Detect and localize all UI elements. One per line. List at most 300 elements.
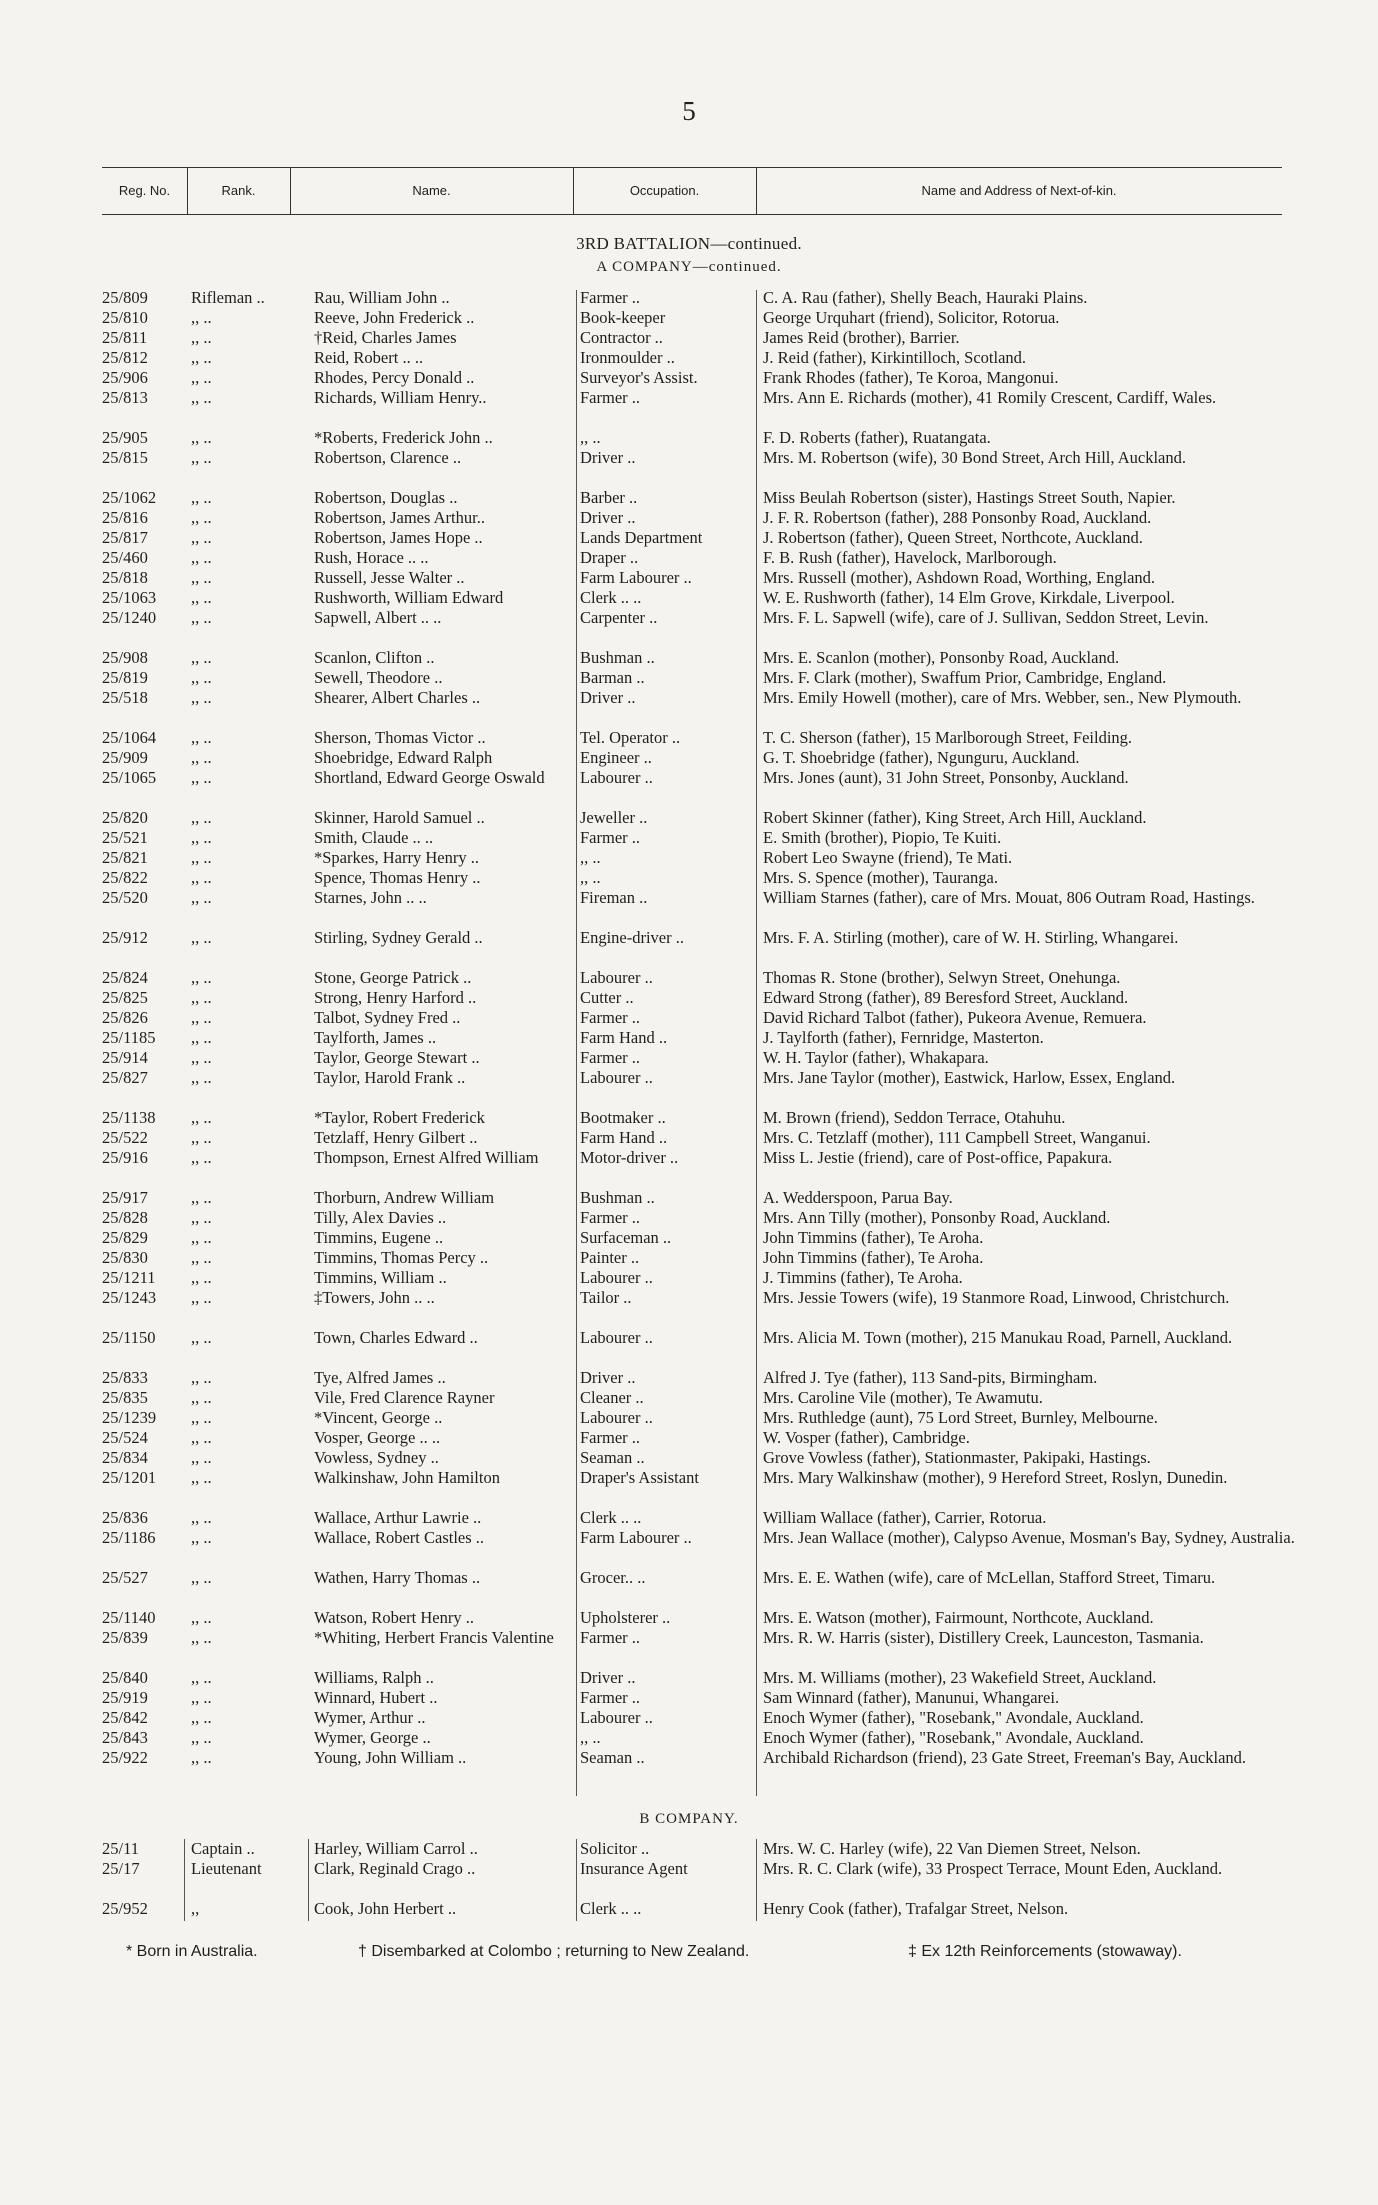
cell-rank: ,, .. (191, 428, 212, 447)
cell-reg-no: 25/1211 (102, 1268, 156, 1287)
cell-rank: ,, .. (191, 1608, 212, 1627)
cell-occupation: Cleaner .. (580, 1388, 644, 1407)
cell-next-of-kin: Mrs. Ruthledge (aunt), 75 Lord Street, Burnley, Melbourne. (763, 1408, 1158, 1427)
cell-reg-no: 25/835 (102, 1388, 148, 1407)
cell-occupation: Farmer .. (580, 1008, 641, 1027)
cell-occupation: Lands Department (580, 528, 703, 547)
cell-occupation: Farm Labourer .. (580, 1528, 692, 1547)
cell-rank: Captain .. (191, 1839, 255, 1858)
table-row (0, 568, 1378, 588)
cell-next-of-kin: Mrs. Ann E. Richards (mother), 41 Romily Crescent, Cardiff, Wales. (763, 388, 1217, 407)
cell-rank: ,, .. (191, 608, 212, 627)
cell-name: Watson, Robert Henry .. (314, 1608, 474, 1627)
cell-next-of-kin: Mrs. C. Tetzlaff (mother), 111 Campbell Street, Wanganui. (763, 1128, 1151, 1147)
cell-occupation: Driver .. (580, 1368, 636, 1387)
table-row (0, 1128, 1378, 1148)
cell-reg-no: 25/1201 (102, 1468, 157, 1487)
cell-name: Walkinshaw, John Hamilton (314, 1468, 500, 1487)
cell-next-of-kin: Mrs. S. Spence (mother), Tauranga. (763, 868, 998, 887)
cell-rank: ,, .. (191, 1668, 212, 1687)
cell-next-of-kin: Enoch Wymer (father), "Rosebank," Avondale, Auckland. (763, 1728, 1144, 1747)
table-row (0, 368, 1378, 388)
cell-name: Robertson, James Hope .. (314, 528, 483, 547)
cell-occupation: Labourer .. (580, 1068, 653, 1087)
cell-occupation: Contractor .. (580, 328, 663, 347)
cell-reg-no: 25/816 (102, 508, 148, 527)
cell-name: Tetzlaff, Henry Gilbert .. (314, 1128, 478, 1147)
cell-reg-no: 25/812 (102, 348, 148, 367)
cell-occupation: Labourer .. (580, 968, 653, 987)
cell-rank: ,, .. (191, 1148, 212, 1167)
cell-occupation: Book-keeper (580, 308, 666, 327)
cell-occupation: Clerk .. .. (580, 1508, 642, 1527)
cell-name: Shoebridge, Edward Ralph (314, 748, 493, 767)
cell-name: Sewell, Theodore .. (314, 668, 443, 687)
cell-rank: ,, .. (191, 1708, 212, 1727)
cell-reg-no: 25/1065 (102, 768, 157, 787)
cell-name: Winnard, Hubert .. (314, 1688, 438, 1707)
cell-name: *Vincent, George .. (314, 1408, 443, 1427)
cell-occupation: Fireman .. (580, 888, 648, 907)
cell-name: Wallace, Robert Castles .. (314, 1528, 485, 1547)
cell-reg-no: 25/1185 (102, 1028, 156, 1047)
cell-occupation: Farm Labourer .. (580, 568, 692, 587)
table-row (0, 828, 1378, 848)
cell-reg-no: 25/834 (102, 1448, 148, 1467)
cell-reg-no: 25/811 (102, 328, 148, 347)
cell-occupation: Seaman .. (580, 1448, 645, 1467)
cell-next-of-kin: William Wallace (father), Carrier, Rotorua. (763, 1508, 1047, 1527)
cell-next-of-kin: Mrs. E. E. Wathen (wife), care of McLellan, Stafford Street, Timaru. (763, 1568, 1216, 1587)
cell-occupation: ,, .. (580, 868, 601, 887)
cell-rank: ,, .. (191, 808, 212, 827)
cell-name: Wathen, Harry Thomas .. (314, 1568, 481, 1587)
cell-next-of-kin: W. Vosper (father), Cambridge. (763, 1428, 970, 1447)
cell-name: Town, Charles Edward .. (314, 1328, 478, 1347)
cell-occupation: ,, .. (580, 428, 601, 447)
cell-reg-no: 25/520 (102, 888, 148, 907)
cell-name: Timmins, William .. (314, 1268, 447, 1287)
cell-rank: ,, .. (191, 508, 212, 527)
cell-rank: ,, .. (191, 1408, 212, 1427)
page-number: 5 (682, 96, 696, 126)
cell-next-of-kin: C. A. Rau (father), Shelly Beach, Hauraki Plains. (763, 288, 1088, 307)
table-row (0, 1528, 1378, 1568)
table-row (0, 1568, 1378, 1608)
cell-name: Thorburn, Andrew William (314, 1188, 495, 1207)
cell-occupation: Labourer .. (580, 1708, 653, 1727)
cell-rank: ,, .. (191, 1268, 212, 1287)
cell-rank: ,, .. (191, 748, 212, 767)
cell-rank: ,, .. (191, 1248, 212, 1267)
cell-occupation: Farmer .. (580, 1688, 641, 1707)
table-row (0, 808, 1378, 828)
cell-rank: ,, .. (191, 1508, 212, 1527)
cell-next-of-kin: W. E. Rushworth (father), 14 Elm Grove, Kirkdale, Liverpool. (763, 588, 1175, 607)
cell-reg-no: 25/813 (102, 388, 148, 407)
cell-next-of-kin: Mrs. Jones (aunt), 31 John Street, Ponsonby, Auckland. (763, 768, 1129, 787)
cell-name: Robertson, Douglas .. (314, 488, 458, 507)
cell-reg-no: 25/825 (102, 988, 148, 1007)
cell-occupation: Farm Hand .. (580, 1128, 668, 1147)
cell-next-of-kin: Thomas R. Stone (brother), Selwyn Street, Onehunga. (763, 968, 1121, 987)
table-row (0, 548, 1378, 568)
cell-next-of-kin: Mrs. Jean Wallace (mother), Calypso Avenue, Mosman's Bay, Sydney, Australia. (763, 1528, 1295, 1547)
table-row (0, 1748, 1378, 1788)
cell-occupation: Seaman .. (580, 1748, 645, 1767)
cell-reg-no: 25/819 (102, 668, 148, 687)
cell-name: Smith, Claude .. .. (314, 828, 434, 847)
cell-next-of-kin: Mrs. F. A. Stirling (mother), care of W. H. Stirling, Whangarei. (763, 928, 1179, 947)
cell-next-of-kin: George Urquhart (friend), Solicitor, Rotorua. (763, 308, 1060, 327)
cell-next-of-kin: Mrs. M. Robertson (wife), 30 Bond Street, Arch Hill, Auckland. (763, 448, 1186, 467)
table-row (0, 328, 1378, 348)
table-row (0, 888, 1378, 928)
table-row (0, 928, 1378, 968)
cell-occupation: Cutter .. (580, 988, 634, 1007)
cell-name: Wallace, Arthur Lawrie .. (314, 1508, 482, 1527)
table-row (0, 1668, 1378, 1688)
footnote-disembarked: † Disembarked at Colombo ; returning to New Zealand. (358, 1943, 750, 1960)
cell-reg-no: 25/1140 (102, 1608, 156, 1627)
cell-occupation: Labourer .. (580, 1268, 653, 1287)
cell-rank: ,, .. (191, 648, 212, 667)
cell-occupation: Clerk .. .. (580, 588, 642, 607)
cell-name: Taylor, Harold Frank .. (314, 1068, 466, 1087)
cell-reg-no: 25/1138 (102, 1108, 156, 1127)
cell-name: Clark, Reginald Crago .. (314, 1859, 476, 1878)
cell-next-of-kin: Mrs. Caroline Vile (mother), Te Awamutu. (763, 1388, 1043, 1407)
cell-occupation: Driver .. (580, 448, 636, 467)
cell-next-of-kin: J. F. R. Robertson (father), 288 Ponsonby Road, Auckland. (763, 508, 1152, 527)
cell-next-of-kin: J. Taylforth (father), Fernridge, Masterton. (763, 1028, 1044, 1047)
cell-rank: ,, .. (191, 1128, 212, 1147)
cell-reg-no: 25/952 (102, 1899, 148, 1918)
cell-rank: ,, .. (191, 888, 212, 907)
cell-rank: ,, .. (191, 1388, 212, 1407)
cell-occupation: Draper .. (580, 548, 639, 567)
cell-occupation: Jeweller .. (580, 808, 648, 827)
cell-name: Sapwell, Albert .. .. (314, 608, 442, 627)
cell-occupation: Bootmaker .. (580, 1108, 666, 1127)
cell-next-of-kin: Henry Cook (father), Trafalgar Street, Nelson. (763, 1899, 1069, 1918)
cell-reg-no: 25/11 (102, 1839, 139, 1858)
cell-reg-no: 25/817 (102, 528, 148, 547)
cell-rank: Lieutenant (191, 1859, 262, 1878)
cell-reg-no: 25/1150 (102, 1328, 156, 1347)
cell-name: Sherson, Thomas Victor .. (314, 728, 486, 747)
cell-next-of-kin: G. T. Shoebridge (father), Ngunguru, Auckland. (763, 748, 1080, 767)
cell-reg-no: 25/521 (102, 828, 148, 847)
cell-occupation: Labourer .. (580, 1328, 653, 1347)
cell-occupation: ,, .. (580, 1728, 601, 1747)
cell-occupation: Farmer .. (580, 1628, 641, 1647)
cell-occupation: Tel. Operator .. (580, 728, 681, 747)
table-row (0, 1859, 1378, 1899)
cell-next-of-kin: F. D. Roberts (father), Ruatangata. (763, 428, 991, 447)
table-row (0, 1208, 1378, 1228)
cell-next-of-kin: Mrs. Ann Tilly (mother), Ponsonby Road, Auckland. (763, 1208, 1111, 1227)
cell-rank: ,, .. (191, 1428, 212, 1447)
cell-next-of-kin: Mrs. F. Clark (mother), Swaffum Prior, Cambridge, England. (763, 668, 1167, 687)
cell-occupation: Driver .. (580, 508, 636, 527)
cell-next-of-kin: M. Brown (friend), Seddon Terrace, Otahuhu. (763, 1108, 1066, 1127)
cell-rank: ,, .. (191, 1688, 212, 1707)
cell-next-of-kin: Frank Rhodes (father), Te Koroa, Mangonui. (763, 368, 1059, 387)
table-row (0, 1708, 1378, 1728)
cell-next-of-kin: Edward Strong (father), 89 Beresford Street, Auckland. (763, 988, 1129, 1007)
cell-rank: ,, .. (191, 1008, 212, 1027)
cell-rank: ,, .. (191, 1468, 212, 1487)
footnotes (126, 1943, 1266, 1965)
cell-name: Stone, George Patrick .. (314, 968, 472, 987)
cell-reg-no: 25/1062 (102, 488, 157, 507)
cell-occupation: Farmer .. (580, 288, 641, 307)
cell-name: Strong, Henry Harford .. (314, 988, 477, 1007)
cell-next-of-kin: Mrs. M. Williams (mother), 23 Wakefield Street, Auckland. (763, 1668, 1157, 1687)
table-row (0, 728, 1378, 748)
table-row (0, 1839, 1378, 1859)
cell-reg-no: 25/820 (102, 808, 148, 827)
company-b-table (0, 1839, 1378, 1919)
cell-next-of-kin: F. B. Rush (father), Havelock, Marlborough. (763, 548, 1057, 567)
table-row (0, 1248, 1378, 1268)
cell-rank: ,, .. (191, 308, 212, 327)
cell-reg-no: 25/833 (102, 1368, 148, 1387)
cell-reg-no: 25/906 (102, 368, 148, 387)
cell-rank: ,, .. (191, 1028, 212, 1047)
table-row (0, 968, 1378, 988)
cell-occupation: Farmer .. (580, 828, 641, 847)
table-row (0, 1108, 1378, 1128)
cell-occupation: Surfaceman .. (580, 1228, 672, 1247)
cell-rank: ,, .. (191, 668, 212, 687)
cell-rank: ,, .. (191, 928, 212, 947)
cell-reg-no: 25/829 (102, 1228, 148, 1247)
cell-rank: ,, .. (191, 1228, 212, 1247)
cell-next-of-kin: E. Smith (brother), Piopio, Te Kuiti. (763, 828, 1002, 847)
table-row (0, 748, 1378, 768)
cell-occupation: Carpenter .. (580, 608, 658, 627)
cell-name: Timmins, Eugene .. (314, 1228, 444, 1247)
table-row (0, 1068, 1378, 1108)
cell-name: *Whiting, Herbert Francis Valentine (314, 1628, 554, 1647)
table-row (0, 688, 1378, 728)
cell-occupation: Motor-driver .. (580, 1148, 679, 1167)
cell-rank: ,, .. (191, 1328, 212, 1347)
cell-next-of-kin: A. Wedderspoon, Parua Bay. (763, 1188, 953, 1207)
cell-name: Rau, William John .. (314, 288, 450, 307)
table-row (0, 1468, 1378, 1508)
cell-name: Russell, Jesse Walter .. (314, 568, 465, 587)
cell-next-of-kin: J. Timmins (father), Te Aroha. (763, 1268, 963, 1287)
cell-rank: ,, .. (191, 848, 212, 867)
cell-occupation: Barman .. (580, 668, 645, 687)
cell-name: Young, John William .. (314, 1748, 467, 1767)
cell-next-of-kin: Mrs. Mary Walkinshaw (mother), 9 Hereford Street, Roslyn, Dunedin. (763, 1468, 1228, 1487)
cell-name: Shearer, Albert Charles .. (314, 688, 481, 707)
table-row (0, 528, 1378, 548)
table-row (0, 988, 1378, 1008)
cell-next-of-kin: J. Reid (father), Kirkintilloch, Scotland. (763, 348, 1027, 367)
cell-rank: ,, .. (191, 1728, 212, 1747)
cell-reg-no: 25/815 (102, 448, 148, 467)
cell-rank: ,, .. (191, 1748, 212, 1767)
cell-occupation: Engine-driver .. (580, 928, 685, 947)
cell-reg-no: 25/1239 (102, 1408, 157, 1427)
header-occupation: Occupation. (573, 168, 757, 214)
table-row (0, 428, 1378, 448)
table-row (0, 448, 1378, 488)
cell-next-of-kin: James Reid (brother), Barrier. (763, 328, 960, 347)
cell-name: *Taylor, Robert Frederick (314, 1108, 485, 1127)
table-row (0, 608, 1378, 648)
cell-rank: ,, .. (191, 1448, 212, 1467)
cell-next-of-kin: Archibald Richardson (friend), 23 Gate Street, Freeman's Bay, Auckland. (763, 1748, 1247, 1767)
table-row (0, 1288, 1378, 1328)
cell-name: Robertson, James Arthur.. (314, 508, 485, 527)
cell-rank: ,, .. (191, 528, 212, 547)
cell-next-of-kin: Miss L. Jestie (friend), care of Post-office, Papakura. (763, 1148, 1113, 1167)
cell-reg-no: 25/1064 (102, 728, 157, 747)
table-row (0, 308, 1378, 328)
cell-reg-no: 25/843 (102, 1728, 148, 1747)
table-row (0, 488, 1378, 508)
cell-next-of-kin: J. Robertson (father), Queen Street, Northcote, Auckland. (763, 528, 1143, 547)
cell-name: Starnes, John .. .. (314, 888, 427, 907)
cell-next-of-kin: William Starnes (father), care of Mrs. Mouat, 806 Outram Road, Hastings. (763, 888, 1255, 907)
cell-occupation: Barber .. (580, 488, 638, 507)
cell-rank: ,, .. (191, 568, 212, 587)
table-row (0, 508, 1378, 528)
battalion-title: 3RD BATTALION—continued. (576, 234, 802, 253)
table-row (0, 1428, 1378, 1448)
cell-reg-no: 25/908 (102, 648, 148, 667)
table-row (0, 1508, 1378, 1528)
table-row (0, 1028, 1378, 1048)
cell-name: Talbot, Sydney Fred .. (314, 1008, 461, 1027)
cell-next-of-kin: Mrs. Alicia M. Town (mother), 215 Manukau Road, Parnell, Auckland. (763, 1328, 1233, 1347)
table-row (0, 1408, 1378, 1428)
cell-occupation: Solicitor .. (580, 1839, 650, 1858)
cell-occupation: Ironmoulder .. (580, 348, 675, 367)
cell-next-of-kin: John Timmins (father), Te Aroha. (763, 1228, 984, 1247)
cell-occupation: Tailor .. (580, 1288, 632, 1307)
cell-name: Skinner, Harold Samuel .. (314, 808, 485, 827)
header-rank: Rank. (187, 168, 291, 214)
cell-rank: ,, .. (191, 1068, 212, 1087)
cell-next-of-kin: David Richard Talbot (father), Pukeora Avenue, Remuera. (763, 1008, 1147, 1027)
cell-rank: ,, .. (191, 1048, 212, 1067)
cell-name: Harley, William Carrol .. (314, 1839, 478, 1858)
cell-reg-no: 25/824 (102, 968, 148, 987)
table-row (0, 1188, 1378, 1208)
table-row (0, 1899, 1378, 1919)
cell-name: Shortland, Edward George Oswald (314, 768, 545, 787)
cell-name: Scanlon, Clifton .. (314, 648, 435, 667)
table-row (0, 1048, 1378, 1068)
cell-occupation: Farm Hand .. (580, 1028, 668, 1047)
cell-next-of-kin: W. H. Taylor (father), Whakapara. (763, 1048, 989, 1067)
cell-next-of-kin: Robert Skinner (father), King Street, Arch Hill, Auckland. (763, 808, 1147, 827)
cell-name: Tye, Alfred James .. (314, 1368, 446, 1387)
cell-occupation: Farmer .. (580, 1428, 641, 1447)
cell-reg-no: 25/839 (102, 1628, 148, 1647)
table-row (0, 1448, 1378, 1468)
cell-occupation: Bushman .. (580, 648, 655, 667)
cell-name: Cook, John Herbert .. (314, 1899, 457, 1918)
table-row (0, 768, 1378, 808)
cell-name: Rhodes, Percy Donald .. (314, 368, 475, 387)
cell-name: Rush, Horace .. .. (314, 548, 429, 567)
cell-name: Wymer, Arthur .. (314, 1708, 426, 1727)
cell-name: Taylor, George Stewart .. (314, 1048, 480, 1067)
cell-rank: ,, .. (191, 688, 212, 707)
cell-rank: ,, .. (191, 1568, 212, 1587)
cell-name: Vosper, George .. .. (314, 1428, 441, 1447)
cell-rank: ,, .. (191, 828, 212, 847)
cell-rank: ,, .. (191, 328, 212, 347)
cell-next-of-kin: Robert Leo Swayne (friend), Te Mati. (763, 848, 1013, 867)
cell-reg-no: 25/822 (102, 868, 148, 887)
cell-reg-no: 25/17 (102, 1859, 140, 1878)
company-a-title: A COMPANY—continued. (596, 259, 782, 275)
cell-reg-no: 25/821 (102, 848, 148, 867)
table-row (0, 668, 1378, 688)
cell-reg-no: 25/522 (102, 1128, 148, 1147)
cell-next-of-kin: Mrs. R. W. Harris (sister), Distillery Creek, Launceston, Tasmania. (763, 1628, 1204, 1647)
cell-rank: ,, .. (191, 868, 212, 887)
cell-rank: ,, .. (191, 1628, 212, 1647)
cell-reg-no: 25/827 (102, 1068, 148, 1087)
cell-next-of-kin: Mrs. Emily Howell (mother), care of Mrs. Webber, sen., New Plymouth. (763, 688, 1242, 707)
cell-occupation: Draper's Assistant (580, 1468, 699, 1487)
cell-name: Taylforth, James .. (314, 1028, 437, 1047)
cell-name: *Sparkes, Harry Henry .. (314, 848, 479, 867)
cell-reg-no: 25/840 (102, 1668, 148, 1687)
cell-reg-no: 25/922 (102, 1748, 148, 1767)
cell-reg-no: 25/527 (102, 1568, 148, 1587)
table-row (0, 1608, 1378, 1628)
cell-reg-no: 25/518 (102, 688, 148, 707)
cell-rank: ,, .. (191, 368, 212, 387)
cell-next-of-kin: Mrs. Russell (mother), Ashdown Road, Worthing, England. (763, 568, 1156, 587)
cell-reg-no: 25/1063 (102, 588, 157, 607)
cell-reg-no: 25/828 (102, 1208, 148, 1227)
cell-name: †Reid, Charles James (314, 328, 457, 347)
cell-name: Richards, William Henry.. (314, 388, 487, 407)
cell-reg-no: 25/1240 (102, 608, 157, 627)
cell-reg-no: 25/836 (102, 1508, 148, 1527)
cell-name: Thompson, Ernest Alfred William (314, 1148, 539, 1167)
cell-occupation: Labourer .. (580, 768, 653, 787)
cell-reg-no: 25/818 (102, 568, 148, 587)
table-row (0, 1008, 1378, 1028)
cell-reg-no: 25/914 (102, 1048, 148, 1067)
cell-name: Rushworth, William Edward (314, 588, 504, 607)
cell-reg-no: 25/810 (102, 308, 148, 327)
cell-reg-no: 25/1243 (102, 1288, 157, 1307)
cell-reg-no: 25/830 (102, 1248, 148, 1267)
cell-reg-no: 25/524 (102, 1428, 148, 1447)
cell-next-of-kin: Mrs. F. L. Sapwell (wife), care of J. Sullivan, Seddon Street, Levin. (763, 608, 1209, 627)
footnote-stowaway: ‡ Ex 12th Reinforcements (stowaway). (908, 1943, 1182, 1960)
cell-reg-no: 25/912 (102, 928, 148, 947)
cell-name: Robertson, Clarence .. (314, 448, 462, 467)
cell-rank: ,, .. (191, 1368, 212, 1387)
cell-rank: ,, .. (191, 548, 212, 567)
cell-name: Spence, Thomas Henry .. (314, 868, 481, 887)
